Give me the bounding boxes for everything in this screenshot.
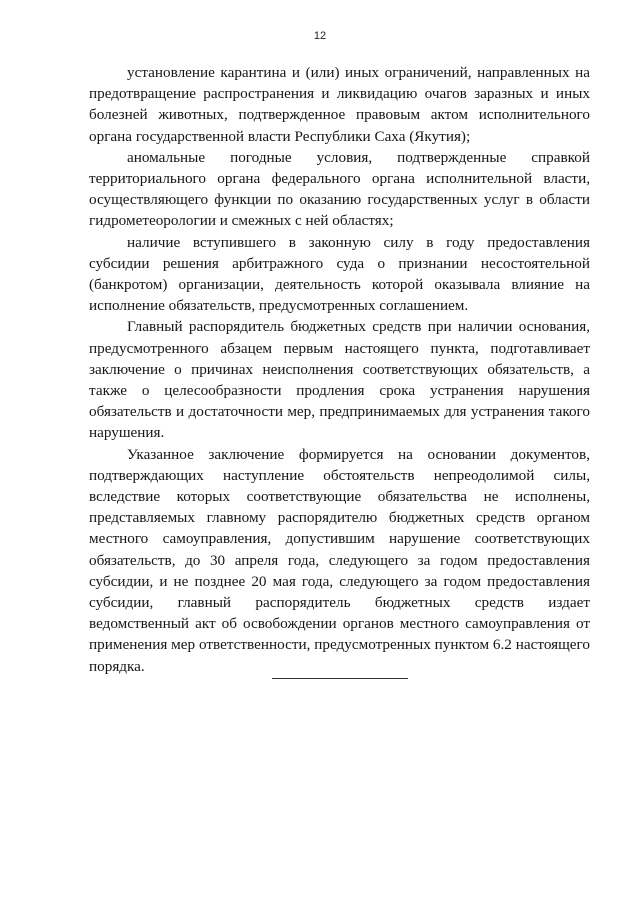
page-number: 12: [313, 30, 327, 42]
paragraph-quarantine: установление карантина и (или) иных ограничений, направленных на предотвращение распространения и ликвидацию очагов заразных и иных болезней животных, подтвержденное правовым актом исполнительного органа государственной власти Республики Саха (Якутия);: [89, 64, 590, 145]
closing-divider-line: [272, 678, 408, 679]
body-text: [89, 62, 590, 677]
paragraph-weather: аномальные погодные условия, подтвержденные справкой территориального органа федерального органа исполнительной власти, осуществляющего функции по оказанию государственных услуг в области гидрометеорологии и смежных с ней областях;: [89, 148, 590, 230]
paragraph-bankruptcy: наличие вступившего в законную силу в году предоставления субсидии решения арбитражного суда о признании несостоятельной (банкротом) организации, деятельность которой оказывала влияние на исполнение обязательств, предусмотренных соглашением.: [89, 233, 590, 315]
paragraph-conclusion-formation: Указанное заключение формируется на основании документов, подтверждающих наступление обстоятельств непреодолимой силы, вследствие которых соответствующие обязательства не исполнены, представляемых главному распорядителю бюджетных средств органом местного самоуправления, допустившим нарушение соответствующих обязательств, до 30 апреля года, следующего за годом предоставления субсидии, и не позднее 20 мая года, следующего за годом предоставления субсидии, главный распорядитель бюджетных средств издает ведомственный акт об освобождении органов местного самоуправления от применения мер ответственности, предусмотренных пунктом 6.2 настоящего порядка.: [89, 445, 590, 675]
paragraph-conclusion-preparation: Главный распорядитель бюджетных средств при наличии основания, предусмотренного абзацем первым настоящего пункта, подготавливает заключение о причинах неисполнения соответствующих обязательств, а также о целесообразности продления срока устранения нарушения обязательств и достаточности мер, предпринимаемых для устранения такого нарушения.: [89, 318, 590, 442]
